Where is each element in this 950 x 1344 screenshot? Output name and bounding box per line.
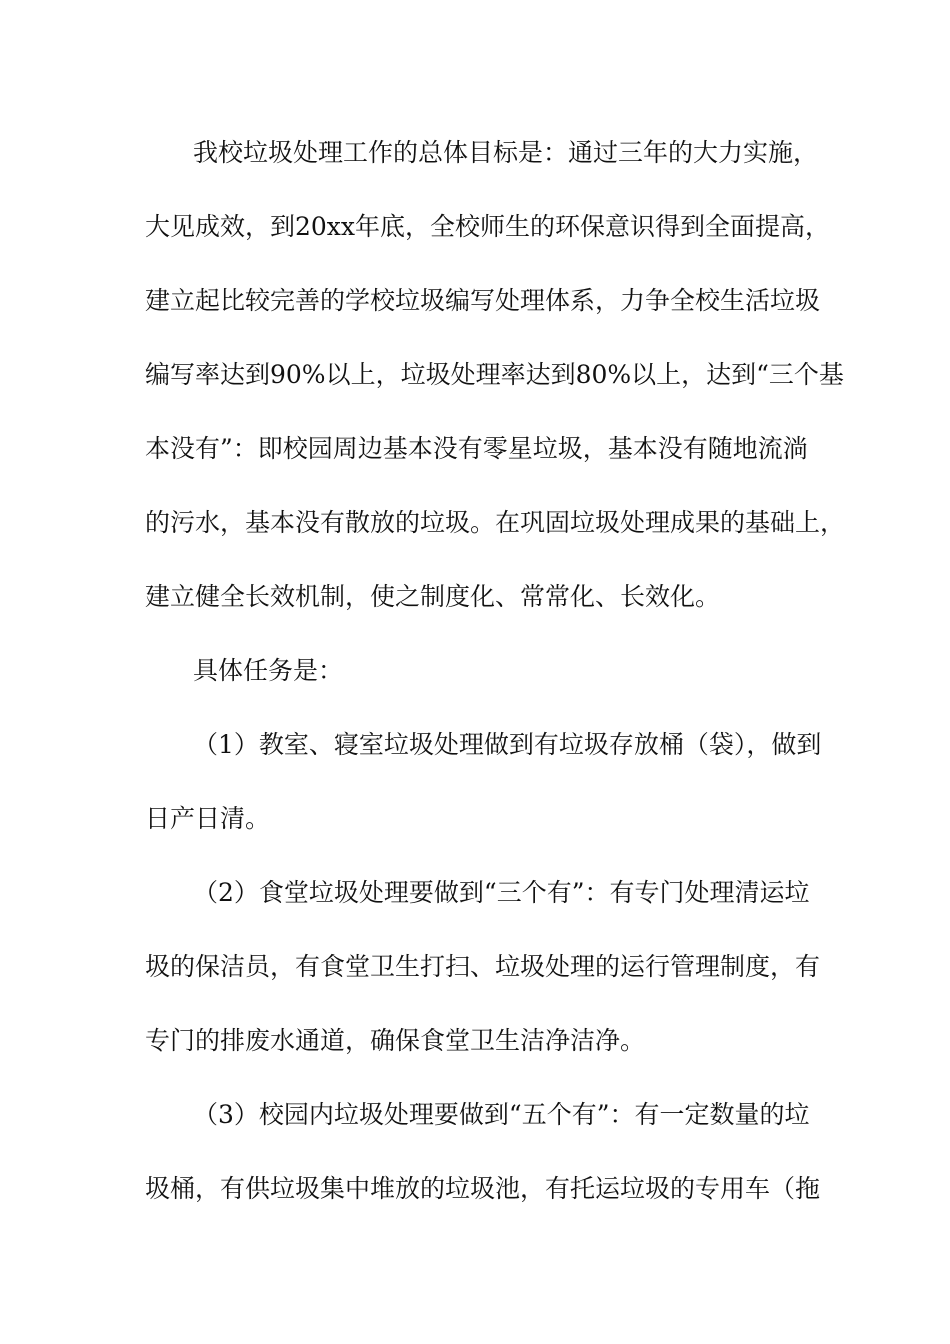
text-line: 圾桶，有供垃圾集中堆放的垃圾池，有托运垃圾的专用车（拖 [145,1174,821,1203]
text-line: （3）校园内垃圾处理要做到“五个有”：有一定数量的垃 [193,1100,810,1129]
text-line: 圾的保洁员，有食堂卫生打扫、垃圾处理的运行管理制度，有 [145,952,821,981]
text-line: 建立健全长效机制，使之制度化、常常化、长效化。 [145,582,721,611]
text-line: （2）食堂垃圾处理要做到“三个有”：有专门处理清运垃 [193,878,810,907]
text-line: 日产日清。 [145,804,271,833]
text-line: 大见成效，到20xx年底，全校师生的环保意识得到全面提高， [145,212,831,241]
text-line: 我校垃圾处理工作的总体目标是：通过三年的大力实施， [193,138,819,167]
text-line: 专门的排废水通道，确保食堂卫生洁净洁净。 [145,1026,646,1055]
text-line: （1）教室、寝室垃圾处理做到有垃圾存放桶（袋），做到 [193,730,822,759]
text-line: 本没有”：即校园周边基本没有零星垃圾，基本没有随地流淌 [145,434,808,463]
text-line: 具体任务是： [193,656,344,685]
text-line: 的污水，基本没有散放的垃圾。在巩固垃圾处理成果的基础上， [145,508,846,537]
text-line: 建立起比较完善的学校垃圾编写处理体系，力争全校生活垃圾 [145,286,821,315]
text-line: 编写率达到90%以上，垃圾处理率达到80%以上，达到“三个基 [145,360,844,389]
